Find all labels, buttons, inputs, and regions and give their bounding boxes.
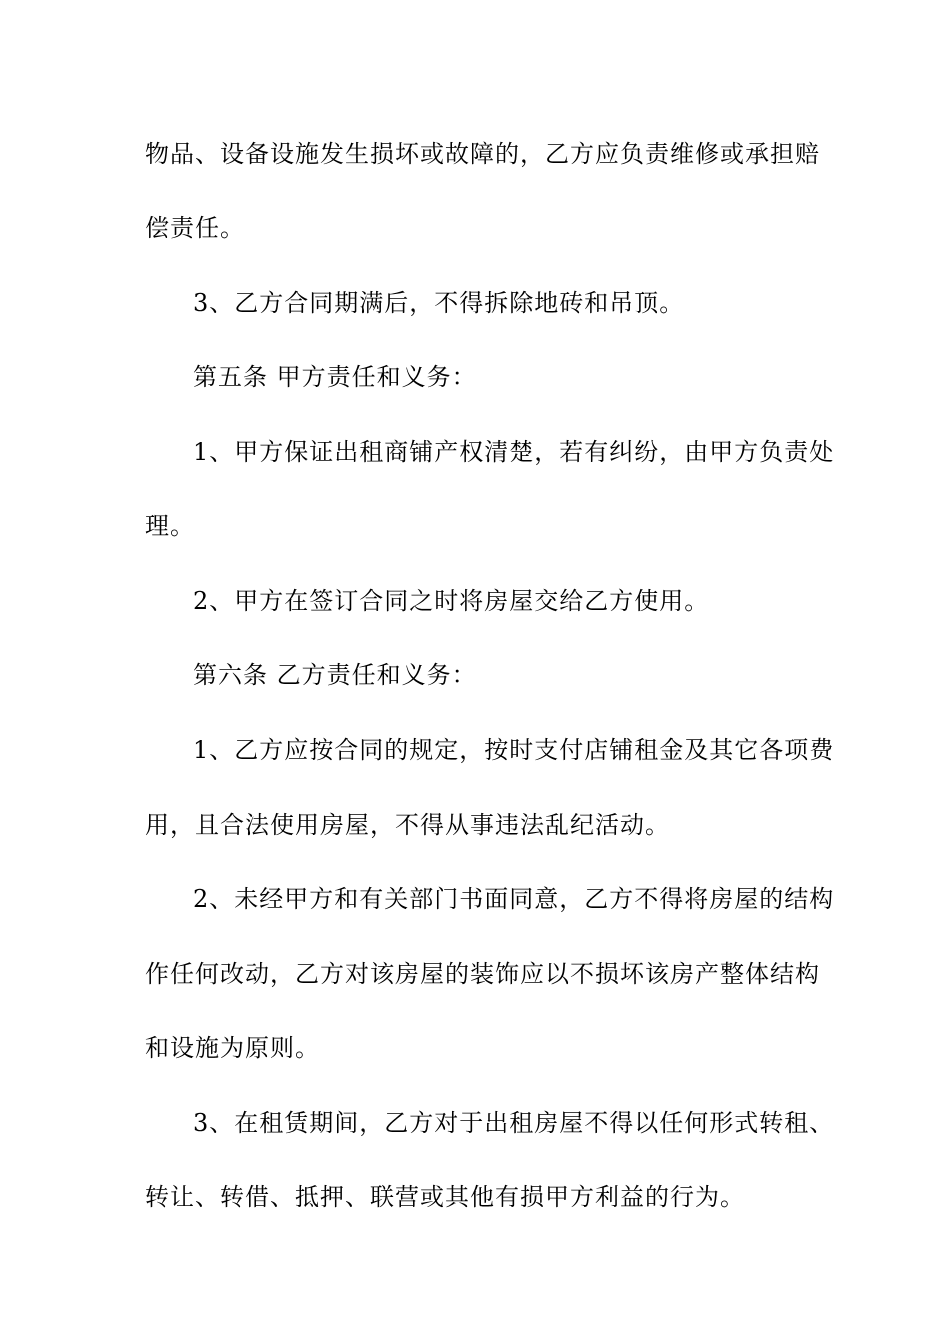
section-heading: 第五条 甲方责任和义务： [193,363,477,391]
text-line: 作任何改动，乙方对该房屋的装饰应以不损坏该房产整体结构 [145,960,820,988]
text-line: 用，且合法使用房屋，不得从事违法乱纪活动。 [145,811,670,839]
text-line: 物品、设备设施发生损坏或故障的，乙方应负责维修或承担赔 [145,140,820,168]
text-line: 和设施为原则。 [145,1034,320,1062]
section-heading: 第六条 乙方责任和义务： [193,661,477,689]
text-line: 理。 [145,512,195,540]
text-line: 转让、转借、抵押、联营或其他有损甲方利益的行为。 [145,1183,745,1211]
text-line: 3、在租赁期间，乙方对于出租房屋不得以任何形式转租、 [193,1109,835,1137]
text-line: 2、未经甲方和有关部门书面同意，乙方不得将房屋的结构 [193,885,835,913]
text-line: 1、甲方保证出租商铺产权清楚，若有纠纷，由甲方负责处 [193,438,835,466]
text-line: 3、乙方合同期满后，不得拆除地砖和吊顶。 [193,289,685,317]
text-line: 1、乙方应按合同的规定，按时支付店铺租金及其它各项费 [193,736,835,764]
text-line: 2、甲方在签订合同之时将房屋交给乙方使用。 [193,587,710,615]
text-line: 偿责任。 [145,214,245,242]
